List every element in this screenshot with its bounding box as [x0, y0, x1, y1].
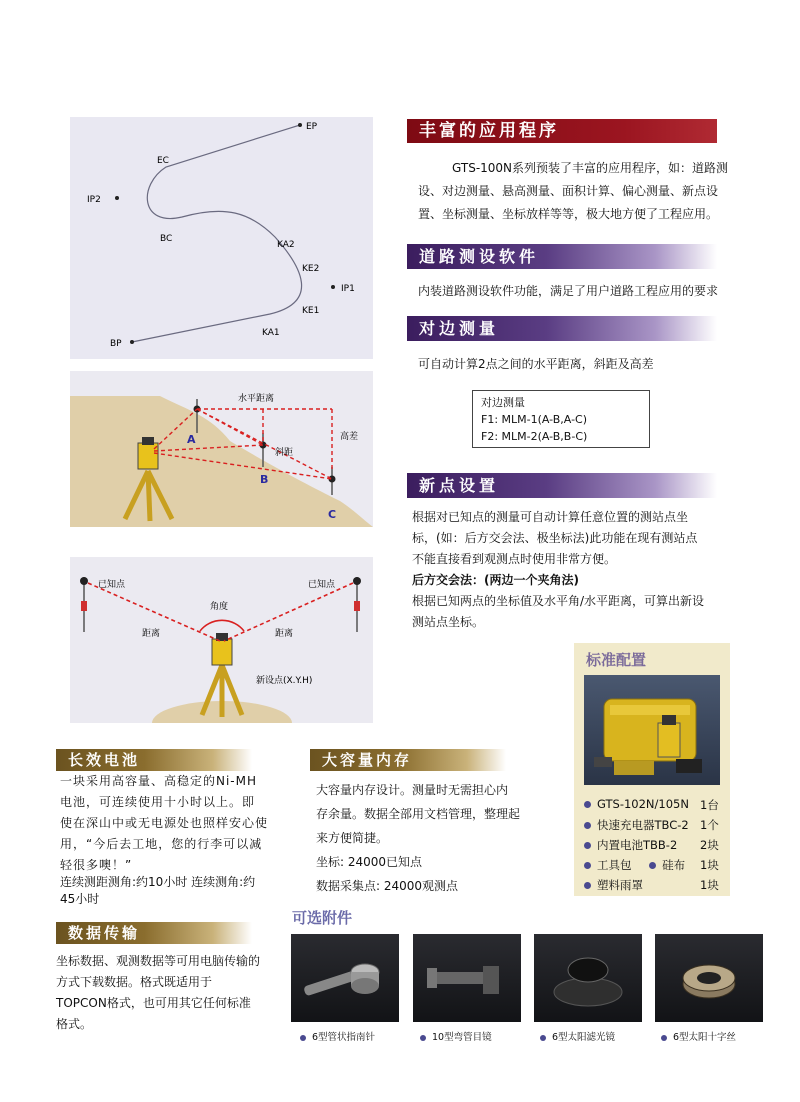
memory-line-3: 来方便简捷。	[316, 831, 389, 845]
resection-svg	[70, 557, 373, 723]
accessory-image-eyepiece	[413, 934, 521, 1022]
bullet-icon	[300, 1035, 306, 1041]
label-horizontal: 水平距离	[238, 394, 275, 404]
instrument-photo-svg	[584, 675, 720, 785]
mlm-header: 对边测量	[407, 316, 717, 341]
accessory-name-4: 6型太阳十字丝	[673, 1032, 737, 1043]
bullet-icon	[584, 822, 591, 829]
battery-line-5: 轻很多噢！”	[60, 858, 133, 872]
label-known-right: 已知点	[308, 580, 336, 590]
battery-line-7: 45小时	[60, 892, 100, 906]
compass-photo-svg	[291, 934, 399, 1022]
label-ka1: KA1	[262, 328, 280, 338]
label-height: 高差	[340, 432, 359, 442]
accessory-image-compass	[291, 934, 399, 1022]
label-known-left: 已知点	[98, 580, 126, 590]
transfer-line-1: 坐标数据、观测数据等可用电脑传输的	[56, 954, 261, 968]
accessory-caption-3	[540, 1029, 615, 1043]
accessory-name-3: 6型太阳滤光镜	[552, 1032, 616, 1043]
apps-header: 丰富的应用程序	[407, 119, 717, 143]
standard-item-5	[584, 877, 643, 893]
label-ke2: KE2	[302, 264, 320, 274]
newpoint-line-2: 标，(如：后方交会法、极坐标法)此功能在现有测站点	[412, 531, 698, 545]
apps-line-3: 置、坐标测量、坐标放样等等，极大地方便了工程应用。	[418, 207, 719, 221]
road-header: 道路测设软件	[407, 244, 717, 269]
newpoint-subline-1: 根据已知两点的坐标值及水平角/水平距离，可算出新设	[412, 594, 705, 608]
standard-item-5-qty: 1块	[700, 878, 719, 892]
road-curve-diagram	[70, 117, 373, 359]
accessory-name-1: 6型管状指南针	[312, 1032, 376, 1043]
standard-item-2	[584, 817, 689, 833]
instrument-photo	[584, 675, 720, 785]
standard-item-4	[584, 857, 685, 873]
transfer-line-4: 格式。	[56, 1017, 93, 1031]
transfer-header: 数据传输	[56, 922, 252, 944]
bullet-icon	[540, 1035, 546, 1041]
label-ep: EP	[306, 122, 318, 132]
standard-item-4-qty: 1块	[700, 858, 719, 872]
standard-item-3-qty: 2块	[700, 838, 719, 852]
label-dist-left: 距离	[142, 629, 161, 639]
road-curve-svg	[70, 117, 373, 359]
mlm-function-box	[472, 390, 650, 448]
memory-line-5: 数据采集点: 24000观测点	[316, 879, 459, 893]
label-dist-right: 距离	[275, 629, 294, 639]
memory-line-1: 大容量内存设计。测量时无需担心内	[316, 783, 509, 797]
label-new-point: 新设点(X.Y.H)	[256, 676, 313, 686]
battery-line-3: 使在深山中或无电源处也照样安心使	[60, 816, 269, 830]
accessory-caption-1	[300, 1029, 375, 1043]
label-ke1: KE1	[302, 306, 320, 316]
battery-line-4: 用，“今后去工地，您的行李可以减	[60, 837, 263, 851]
memory-header: 大容量内存	[310, 749, 506, 771]
battery-header: 长效电池	[56, 749, 252, 771]
solar-filter-photo-svg	[534, 934, 642, 1022]
bullet-icon	[584, 882, 591, 889]
memory-line-4: 坐标: 24000已知点	[316, 855, 423, 869]
standard-item-2-qty: 1个	[700, 818, 719, 832]
optional-title: 可选附件	[292, 909, 353, 927]
newpoint-header: 新点设置	[407, 473, 717, 498]
mlm-text: 可自动计算2点之间的水平距离，斜距及高差	[418, 357, 654, 371]
bullet-icon	[420, 1035, 426, 1041]
label-point-a: A	[187, 433, 196, 446]
standard-item-4-name2: 硅布	[662, 858, 686, 872]
bullet-icon	[584, 862, 591, 869]
label-ka2: KA2	[277, 240, 295, 250]
mlm-box-f2: F2: MLM-2(A-B,B-C)	[481, 430, 588, 443]
standard-item-4-name: 工具包	[597, 858, 632, 872]
newpoint-subline-2: 测站点坐标。	[412, 615, 485, 629]
label-angle: 角度	[210, 602, 229, 612]
standard-item-1	[584, 797, 689, 811]
mlm-box-title: 对边测量	[481, 396, 525, 409]
memory-line-2: 存余量。数据全部用文档管理，整理起	[316, 807, 521, 821]
transfer-line-3: TOPCON格式，也可用其它任何标准	[56, 996, 251, 1010]
standard-item-1-name: GTS-102N/105N	[597, 797, 689, 811]
standard-item-1-qty: 1台	[700, 798, 719, 812]
label-ip2: IP2	[87, 195, 101, 205]
standard-config-title: 标准配置	[586, 651, 647, 669]
missing-line-diagram	[70, 371, 373, 527]
label-ec: EC	[157, 156, 169, 166]
label-slope: 斜距	[275, 448, 294, 458]
solar-reticle-photo-svg	[655, 934, 763, 1022]
standard-item-2-name: 快速充电器TBC-2	[597, 818, 689, 832]
apps-line-2: 设、对边测量、悬高测量、面积计算、偏心测量、新点设	[418, 184, 719, 198]
transfer-line-2: 方式下载数据。格式既适用于	[56, 975, 213, 989]
resection-diagram	[70, 557, 373, 723]
newpoint-line-1: 根据对已知点的测量可自动计算任意位置的测站点坐	[412, 510, 689, 524]
battery-line-6: 连续测距测角:约10小时 连续测角:约	[60, 875, 256, 889]
battery-line-2: 电池，可连续使用十小时以上。即	[60, 795, 256, 809]
accessory-image-solar-reticle	[655, 934, 763, 1022]
bullet-icon	[649, 862, 656, 869]
label-point-c: C	[328, 508, 337, 521]
standard-item-3-name: 内置电池TBB-2	[597, 838, 678, 852]
accessory-caption-2	[420, 1029, 492, 1043]
apps-line-1: GTS-100N系列预装了丰富的应用程序，如：道路测	[452, 161, 729, 175]
standard-item-5-name: 塑料雨罩	[597, 878, 643, 892]
standard-item-3	[584, 837, 677, 853]
label-ip1: IP1	[341, 284, 355, 294]
bullet-icon	[661, 1035, 667, 1041]
newpoint-line-3: 不能直接看到观测点时使用非常方便。	[412, 552, 617, 566]
bullet-icon	[584, 801, 591, 808]
mlm-box-f1: F1: MLM-1(A-B,A-C)	[481, 413, 588, 426]
eyepiece-photo-svg	[413, 934, 521, 1022]
label-point-b: B	[260, 473, 269, 486]
accessory-image-solar-filter	[534, 934, 642, 1022]
newpoint-subtitle: 后方交会法：(两边一个夹角法)	[412, 573, 579, 587]
accessory-caption-4	[661, 1029, 736, 1043]
battery-line-1: 一块采用高容量、高稳定的Ni-MH	[60, 774, 258, 788]
bullet-icon	[584, 842, 591, 849]
accessory-name-2: 10型弯管目镜	[432, 1032, 492, 1043]
road-text: 内装道路测设软件功能，满足了用户道路工程应用的要求	[418, 284, 719, 298]
missing-line-svg	[70, 371, 373, 527]
label-bp: BP	[110, 339, 122, 349]
standard-config-panel	[574, 643, 730, 896]
label-bc: BC	[160, 234, 173, 244]
